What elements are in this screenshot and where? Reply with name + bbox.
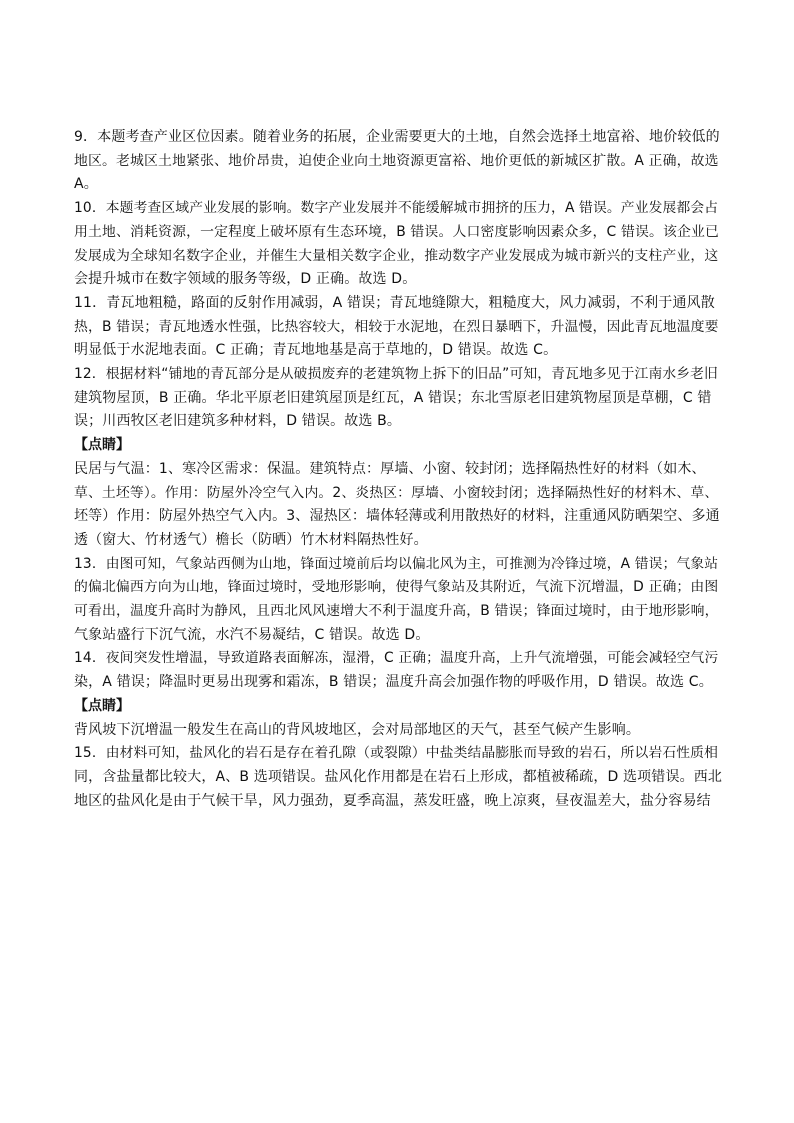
answer-13: [74, 553, 722, 648]
text-line: 地区的盐风化是由于气候干旱，风力强劲，夏季高温，蒸发旺盛，晚上凉爽，昼夜温差大，盐分容易结: [74, 792, 711, 809]
key-point-foehn: [74, 719, 722, 743]
text-line: 同，含盐量都比较大，A、B 选项错误。盐风化作用都是在岩石上形成，都植被稀疏，D 选项错误。西北: [74, 768, 723, 785]
text-line: 误；川西牧区老旧建筑多种材料，D 错误。故选 B。: [74, 413, 402, 430]
text-line: 地区。老城区土地紧张、地价昂贵，迫使企业向土地资源更富裕、地价更低的新城区扩散。A 正确，故选: [74, 152, 719, 169]
text-line: 15．由材料可知，盐风化的岩石是存在着孔隙（或裂隙）中盐类结晶膨胀而导致的岩石，所以岩石性质相: [74, 745, 719, 762]
text-line: 气象站盛行下沉气流，水汽不易凝结，C 错误。故选 D。: [74, 626, 430, 643]
text-line: 会提升城市在数字领域的服务等级，D 正确。故选 D。: [74, 271, 417, 288]
text-line: 草、土坯等）。作用：防屋外冷空气入内。2、炎热区：厚墙、小窗较封闭；选择隔热性好的材料木、草、: [74, 484, 719, 501]
key-point-heading: [74, 434, 722, 458]
text-line: 11．青瓦地粗糙，路面的反射作用减弱，A 错误；青瓦地缝隙大，粗糙度大，风力减弱，不利于通风散: [74, 294, 715, 311]
text-line: 可看出，温度升高时为静风，且西北风风速增大不利于温度升高，B 错误；锋面过境时，由于地形影响，: [74, 603, 719, 620]
text-line: 13．由图可知，气象站西侧为山地，锋面过境前后均以偏北风为主，可推测为冷锋过境，A 错误；气象站: [74, 555, 719, 572]
section-heading: 【点睛】: [74, 437, 130, 454]
text-line: 9．本题考查产业区位因素。随着业务的拓展，企业需要更大的土地，自然会选择土地富裕、地价较低的: [74, 129, 720, 145]
text-line: 用土地、消耗资源，一定程度上破坏原有生态环境，B 错误。人口密度影响因素众多，C 错误。该企业已: [74, 223, 720, 240]
text-line: A。: [74, 176, 98, 193]
text-line: 背风坡下沉增温一般发生在高山的背风坡地区，会对局部地区的天气，甚至气候产生影响。: [74, 721, 640, 738]
answer-11: [74, 292, 722, 363]
document-body: [74, 126, 722, 813]
text-line: 明显低于水泥地表面。C 正确；青瓦地地基是高于草地的，D 错误。故选 C。: [74, 342, 558, 359]
text-line: 热，B 错误；青瓦地透水性强，比热容较大，相较于水泥地，在烈日暴晒下，升温慢，因此青瓦地温度要: [74, 318, 719, 335]
answer-9: [74, 126, 722, 197]
text-line: 建筑物屋顶，B 正确。华北平原老旧建筑屋顶是红瓦，A 错误；东北雪原老旧建筑物屋顶是草棚，C 错: [74, 389, 712, 406]
text-line: 14．夜间突发性增温，导致道路表面解冻，湿滑，C 正确；温度升高，上升气流增强，可能会减轻空气污: [74, 650, 719, 667]
answer-15: [74, 742, 722, 813]
key-point-dwellings: [74, 458, 722, 553]
answer-12: [74, 363, 722, 434]
key-point-heading: [74, 695, 722, 719]
text-line: 民居与气温：1、寒冷区需求：保温。建筑特点：厚墙、小窗、较封闭；选择隔热性好的材料（如木、: [74, 460, 706, 477]
section-heading: 【点睛】: [74, 697, 130, 714]
answer-10: [74, 197, 722, 292]
text-line: 坯等）作用：防屋外热空气入内。3、湿热区：墙体轻薄或利用散热好的材料，注重通风防晒架空、多通: [74, 508, 720, 525]
text-line: 染，A 错误；降温时更易出现雾和霜冻，B 错误；温度升高会加强作物的呼吸作用，D 错误。故选 C。: [74, 674, 713, 691]
text-line: 透（窗大、竹材透气）檐长（防晒）竹木材料隔热性好。: [74, 531, 428, 548]
answer-14: [74, 647, 722, 694]
text-line: 12．根据材料“铺地的青瓦部分是从破损废弃的老建筑物上拆下的旧品”可知，青瓦地多见于江南水乡老旧: [74, 366, 718, 383]
text-line: 发展成为全球知名数字企业，并催生大量相关数字企业，推动数字产业发展成为城市新兴的支柱产业，这: [74, 247, 719, 264]
text-line: 的偏北偏西方向为山地，锋面过境时，受地形影响，使得气象站及其附近，气流下沉增温，D 正确；由图: [74, 579, 719, 596]
text-line: 10．本题考查区域产业发展的影响。数字产业发展并不能缓解城市拥挤的压力，A 错误。产业发展都会占: [74, 200, 719, 217]
